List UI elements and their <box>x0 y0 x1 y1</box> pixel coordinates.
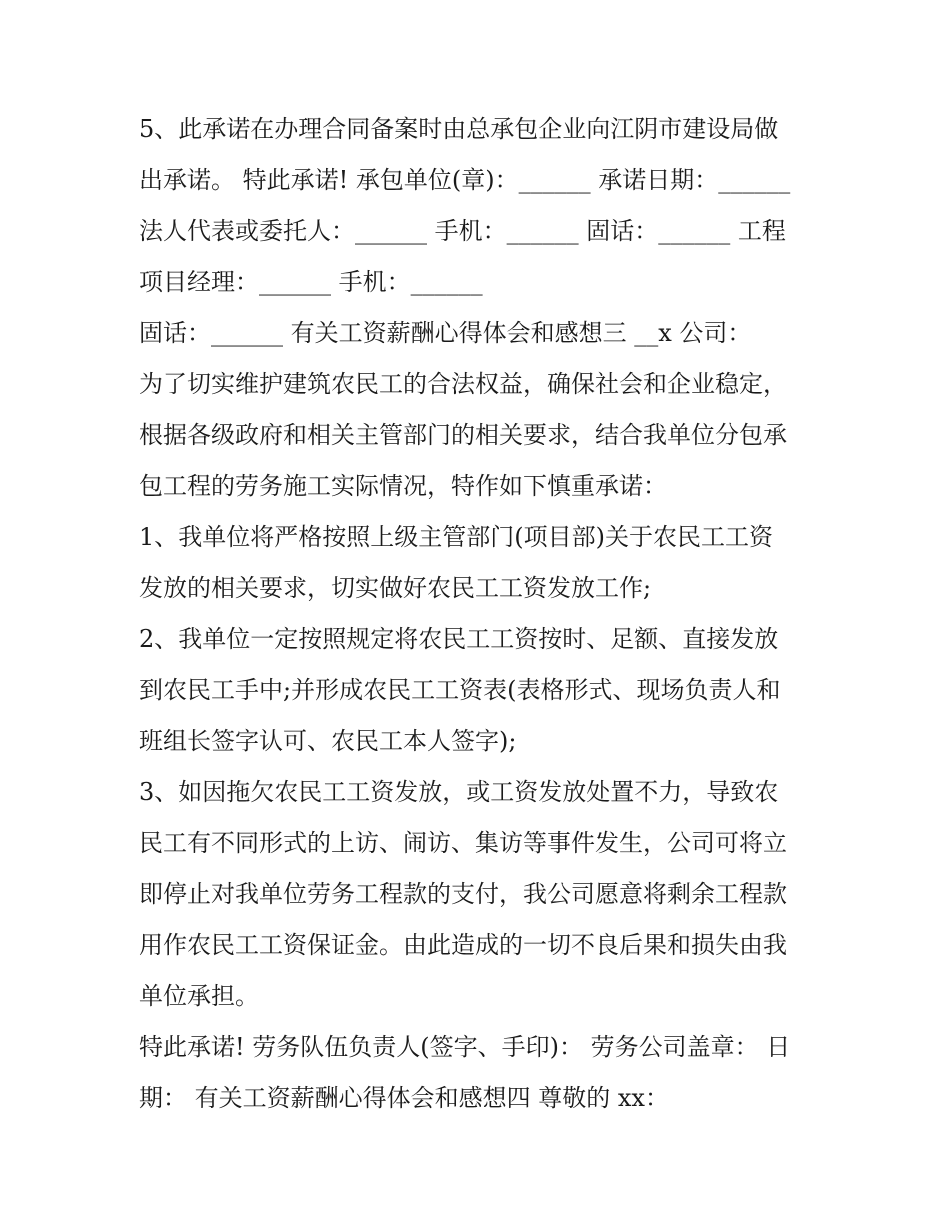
text-line: 2、我单位一定按照规定将农民工工资按时、足额、直接发放 <box>139 625 779 653</box>
text-line: 即停止对我单位劳务工程款的支付，我公司愿意将剩余工程款 <box>139 880 787 908</box>
text-line: 出承诺。 特此承诺! 承包单位(章)：______ 承诺日期：______ <box>139 166 791 194</box>
text-line: 为了切实维护建筑农民工的合法权益，确保社会和企业稳定， <box>139 370 787 398</box>
text-line: 固话：______ 有关工资薪酬心得体会和感想三 __x 公司： <box>139 319 752 347</box>
text-line: 项目经理：______ 手机：______ <box>139 268 483 296</box>
text-line: 单位承担。 <box>139 982 259 1010</box>
text-line: 期： 有关工资薪酬心得体会和感想四 尊敬的 xx： <box>139 1084 669 1112</box>
text-line: 3、如因拖欠农民工工资发放，或工资发放处置不力，导致农 <box>139 778 779 806</box>
text-line: 班组长签字认可、农民工本人签字); <box>139 727 517 755</box>
text-line: 根据各级政府和相关主管部门的相关要求，结合我单位分包承 <box>139 421 787 449</box>
text-line: 包工程的劳务施工实际情况，特作如下慎重承诺： <box>139 472 667 500</box>
text-line: 特此承诺! 劳务队伍负责人(签字、手印)： 劳务公司盖章： 日 <box>139 1033 791 1061</box>
text-line: 用作农民工工资保证金。由此造成的一切不良后果和损失由我 <box>139 931 787 959</box>
text-line: 发放的相关要求，切实做好农民工工资发放工作; <box>139 574 652 602</box>
text-line: 到农民工手中;并形成农民工工资表(表格形式、现场负责人和 <box>139 676 781 704</box>
text-line: 1、我单位将严格按照上级主管部门(项目部)关于农民工工资 <box>139 523 773 551</box>
text-line: 法人代表或委托人：______ 手机：______ 固话：______ 工程 <box>139 217 786 245</box>
document-body <box>139 104 819 1124</box>
text-line: 民工有不同形式的上访、闹访、集访等事件发生，公司可将立 <box>139 829 787 857</box>
text-line: 5、此承诺在办理合同备案时由总承包企业向江阴市建设局做 <box>139 115 779 143</box>
